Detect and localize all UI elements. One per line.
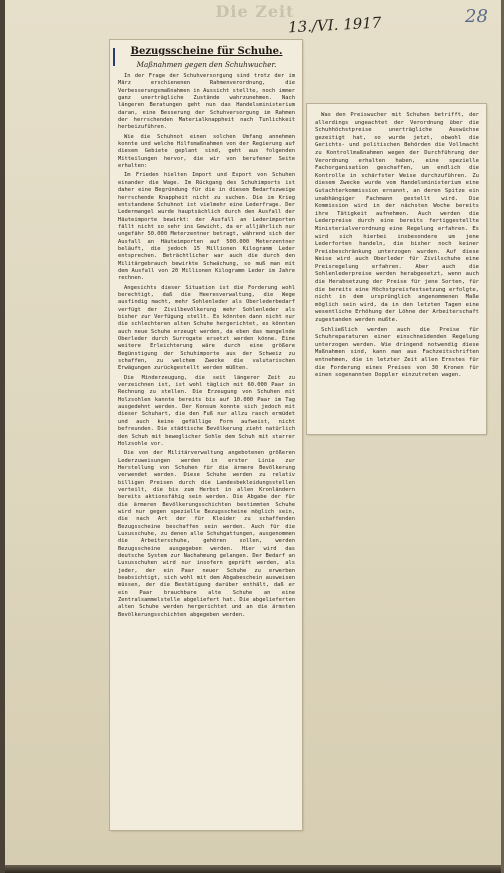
article-paragraph: In der Frage der Schuhversorgung sind trotz der im März erschienenen Rahmenverordnung, die Verbesserungsmaßnahmen in Aussicht stellte, noch immer ganz unerträgliche Zustände wahrzunehmen. Nach längeren Beratungen geht nun das Handelsministerium daran, eine Besserung der Schuhversorgung im Rahmen der herrschenden Materialknappheit nach Tunlichkeit herbeizuführen. — [118, 73, 295, 131]
article-paragraph: Wie die Schuhnot einen solchen Umfang annehmen konnte und welche Hilfsmaßnahmen von der Regierung auf diesem Gebiete geplant sind, geht aus folgenden Mitteilungen hervor, die wir von berufener Seite erhalten: — [118, 133, 295, 170]
article-paragraph: Im Frieden hielten Import und Export von Schuhen einander die Wage. Im Rückgang des Schuhimports ist daher eine Begründung für die in diesem Bedarfszweige herrschende Knappheit nicht zu suchen. Die im Krieg entstandene Schuhnot ist vielmehr eine Lederfrage. Der Ledermangel wurde hauptsächlich durch den Ausfall der Häuteimporte bewirkt: der Ausfall an Lederimporten fällt nicht so sehr ins Gewicht, da er alljährlich nur ungefähr 50.000 Meterzentner betragt, während sich der Ausfall an Häuteimporten auf 500.000 Meterzentner beläuft, die jedoch 15 Millionen Kilogramm Leder entsprechen. Beträchtlicher war auch die durch den Militärgebrauch bewirkte Schwächung, so muß man mit dem Ausfall von 20 Millionen Kilogramm Leder im Jahre rechnen. — [118, 172, 295, 282]
article-paragraph: Was den Preiswucher mit Schuhen betrifft, der allerdings ungeachtet der Verordnung über die Schuhhöchstpreise unerträgliche Auswüchse gezeitigt hat, so wurde jetzt, obwohl die Gerichts- und politischen Behörden die Vollmacht zu Kontrollmaßnahmen wegen der Durchführung der Verordnung erhalten haben, eine spezielle Fachorganisation geschaffen, um endlich die Kontrolle in schärfster Weise durchzuführen. Zu diesem Zwecke wurde vom Handelsministerium eine Gutachterkommission ernannt, an deren Spitze ein unabhängiger Fachmann gestellt wird. Die Kommission wird in der nächsten Woche bereits ihre Tätigkeit aufnehmen. Auch werden die Lederpreise durch eine bereits fertiggestellte Ministerialverordnung eine Regelung erfahren. Es wird sich hierbei insbesondere um jene Lederforten handeln, die bisher noch keiner Preisbeschränkung unterzogen wurden. Auf diese Weise wird auch Oberleder für Zivilschuhe eine Preisregelung erfahren. Aber auch die Sohlenlederpreise werden herabgesetzt, wenn auch die Herabsetzung der Preise für jene Sorten, für die bereits eine Höchstpreisfestsetzung erfolgte, nicht in dem ursprünglich angenommenen Maße möglich sein wird, da in den letzten Tagen eine wesentliche Erhöhung der Löhne der Arbeiterschaft zugestanden werden mußte. — [315, 112, 479, 324]
page-number: 28 — [465, 6, 488, 27]
article-subheadline: Maßnahmen gegen den Schuhwucher. — [136, 60, 277, 69]
article-paragraph: Angesichts dieser Situation ist die Forderung wohl berechtigt, daß die Heeresverwaltung, die Wege ausfindig macht, mehr Sohlenleder als Oberlederbedarf verfügt der Zivilbevölkerung mehr Sohlenleder als bisher zur Verfügung stellt. Es könnten dann nicht nur die schlechteren alten Schuhe hergerichtet, es könnten auch neue Schuhe erzeugt werden, da eben das mangelnde Oberleder durch Surrogate ersetzt werden könne. Eine weitere Erleichterung wäre durch eine größere Begünstigung der Schuhimporte aus der Schweiz zu schaffen, zu welchem Zwecke die valutarischen Erwägungen zurückgestellt werden müßten. — [118, 284, 295, 372]
left-article-clipping — [110, 40, 302, 830]
article-paragraph: Die Minderzeugung, die seit längerer Zeit zu verzeichnen ist, ist wohl täglich mit 60.000 Paar in Rechnung zu stellen. Die Erzeugung von Schuhen mit Holzsohlen kannte bereits bis auf 10.000 Paar im Tag ausgedehnt werden. Der Konsum konnte sich jedoch mit dieser Schuhart, die den Fuß nur allzu rasch ermüdet und auch keine gefällige Form aufweist, nicht befreunden. Die städtische Bevölkerung zieht natürlich den Schuh mit beweglicher Sohle dem Schuh mit starrer Holzsohle vor. — [118, 374, 295, 447]
article-paragraph: Schließlich werden auch die Preise für Schuhreparaturen einer einschneidenden Regelung unterzogen werden. Wie dringend notwendig diese Maßnahmen sind, kann man aus Fachzeitschriften entnehmen, die in letzter Zeit allen Ernstes für die Forderung eines Preises von 30 Kronen für einen sogenannten Doppler einzutreten wagen. — [315, 326, 479, 379]
article-paragraph: Die von der Militärverwaltung angebotenen größeren Lederzuweisungen werden in erster Linie zur Herstellung von Schuhen für die ärmere Bevölkerung verwendet werden. Diese Schuhe werden zu relativ billigen Preisen durch die Landesbekleidungsstellen verteilt, die bis zum Herbst in allen Kronländern bereits aktionsfähig sein werden. Die Abgabe der für die ärmeren Bevölkerungsschichten bestimmten Schuhe wird nur gegen spezielle Bezugsscheine möglich sein, die nach Art der für Kleider zu schaffenden Bezugsscheine beschaffen sein werden. Auch für die Luxusschuhe, zu denen alle Schuhgattungen, ausgenommen die Arbeiterschuhe, gehören sollen, werden Bezugsscheine ausgegeben werden. Hier wird das deutsche System zur Nachahmung gelangen. Der Bedarf an Luxusschuhen wird nur insofern geprüft werden, als jeder, der ein Paar neuer Schuhe zu erwerben beabsichtigt, sich wohl mit dem Abgabeschein ausweisen müssen, der die Bestätigung darüber enthält, daß er ein Paar brauchbare alte Schuhe an eine Zentralsammelstelle abgeliefert hat. Die abgelieferten alten Schuhe werden hergerichtet und an die ärmsten Bevölkerungsschichten abgegeben werden. — [118, 450, 295, 618]
newspaper-masthead: Die Zeit — [215, 2, 295, 21]
page-bottom-edge — [5, 865, 501, 873]
right-article-clipping — [307, 104, 486, 434]
article-headline: Bezugsscheine für Schuhe. — [130, 46, 283, 57]
handwritten-date: 13./VI. 1917 — [287, 13, 382, 37]
